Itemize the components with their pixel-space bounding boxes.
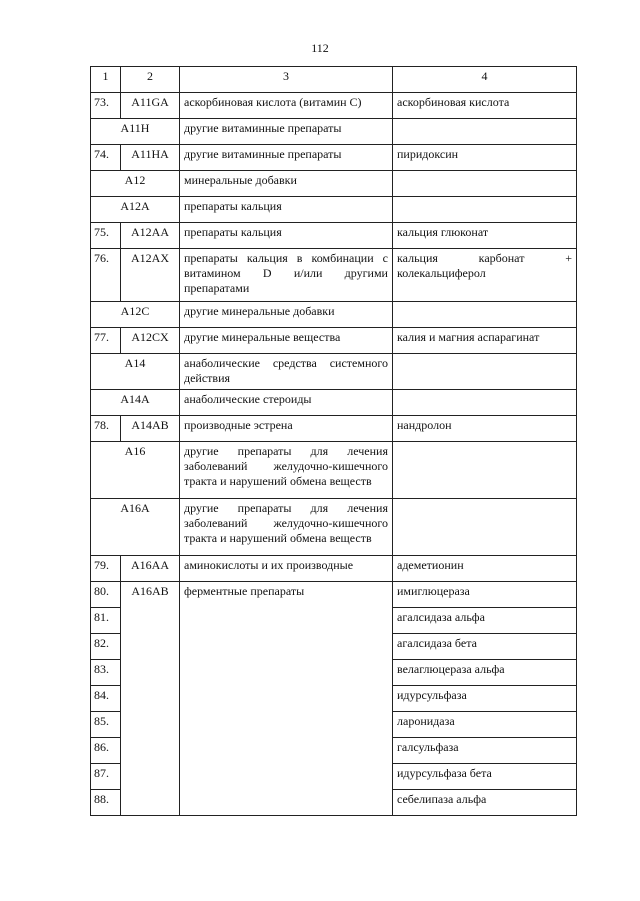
group-description [180,499,393,556]
empty-cell [393,499,577,556]
drug-name [393,249,577,302]
word: лечения [347,444,388,458]
drug-name: идурсульфаза бета [393,764,577,790]
drug-name: идурсульфаза [393,686,577,712]
group-row [91,119,577,145]
atc-group-code: A14 [91,354,180,390]
atc-code: A11GA [121,93,180,119]
description-line [184,251,388,266]
row-number: 80. [91,582,121,608]
drug-name: аскорбиновая кислота [393,93,577,119]
description-line [184,266,388,281]
group-row [91,442,577,499]
drug-name: пиридоксин [393,145,577,171]
row-number: 78. [91,416,121,442]
atc-group-code: A16A [91,499,180,556]
drug-name: себелипаза альфа [393,790,577,816]
atc-group-code: A12C [91,302,180,328]
group-description: минеральные добавки [180,171,393,197]
atc-group-code: A11H [91,119,180,145]
group-description: препараты кальция [180,197,393,223]
group-row [91,197,577,223]
group-description: аминокислоты и их производные [180,556,393,582]
group-description: анаболические стероиды [180,390,393,416]
group-description [180,249,393,302]
atc-group-code: A12 [91,171,180,197]
word: препараты [184,251,238,265]
word: карбонат [478,251,525,265]
row-number: 73. [91,93,121,119]
word: другие [184,444,219,458]
drug-name: адеметионин [393,556,577,582]
group-description: другие минеральные добавки [180,302,393,328]
word: комбинации [311,251,374,265]
table-row [91,416,577,442]
group-description [180,354,393,390]
row-number: 76. [91,249,121,302]
drug-name: имиглюцераза [393,582,577,608]
table-row [91,223,577,249]
word: D [262,266,272,280]
word: лечения [347,501,388,515]
word: витамином [184,266,241,280]
header-col-4: 4 [393,67,577,93]
row-number: 86. [91,738,121,764]
group-description: другие витаминные препараты [180,145,393,171]
word: препараты [237,444,292,458]
description-line [184,501,388,516]
group-row [91,499,577,556]
empty-cell [393,197,577,223]
table-row [91,249,577,302]
empty-cell [393,119,577,145]
drug-line: колекальциферол [397,266,486,280]
group-row [91,302,577,328]
header-col-3: 3 [180,67,393,93]
drug-name: галсульфаза [393,738,577,764]
description-line [184,459,388,474]
drug-line [397,251,572,266]
word: в [296,251,303,265]
row-number: 79. [91,556,121,582]
atc-code: A16AB [121,582,180,816]
description-line: тракта и нарушений обмена веществ [184,474,372,488]
group-row [91,390,577,416]
word: средства [272,356,317,370]
atc-group-code: A16 [91,442,180,499]
row-number: 74. [91,145,121,171]
word: другими [344,266,388,280]
header-col-1: 1 [91,67,121,93]
word: + [565,251,572,265]
drug-name: агалсидаза альфа [393,608,577,634]
atc-code: A16AA [121,556,180,582]
empty-cell [393,442,577,499]
word: желудочно-кишечного [273,459,388,473]
atc-group-code: A12A [91,197,180,223]
description-line: действия [184,371,231,385]
row-number: 88. [91,790,121,816]
word: с [382,251,388,265]
table-row [91,328,577,354]
description-line [184,516,388,531]
description-line [184,444,388,459]
atc-code: A12AX [121,249,180,302]
group-description: аскорбиновая кислота (витамин С) [180,93,393,119]
word: заболеваний [184,459,248,473]
word: кальция [246,251,288,265]
row-number: 84. [91,686,121,712]
word: анаболические [184,356,260,370]
page-number: 112 [311,41,329,55]
table-row [91,145,577,171]
group-description: ферментные препараты [180,582,393,816]
table-row [91,582,577,608]
group-row [91,171,577,197]
table-row [91,93,577,119]
row-number: 82. [91,634,121,660]
empty-cell [393,171,577,197]
row-number: 77. [91,328,121,354]
drug-name: кальция глюконат [393,223,577,249]
row-number: 83. [91,660,121,686]
header-col-2: 2 [121,67,180,93]
group-description: другие витаминные препараты [180,119,393,145]
row-number: 75. [91,223,121,249]
empty-cell [393,302,577,328]
word: препараты [237,501,292,515]
row-number: 81. [91,608,121,634]
drug-name: нандролон [393,416,577,442]
drug-classification-table [90,66,577,816]
group-description [180,442,393,499]
group-description: производные эстрена [180,416,393,442]
word: заболеваний [184,516,248,530]
atc-code: A14AB [121,416,180,442]
word: желудочно-кишечного [273,516,388,530]
empty-cell [393,390,577,416]
description-line [184,356,388,371]
atc-code: A12CX [121,328,180,354]
description-line: препаратами [184,281,250,295]
drug-name: ларонидаза [393,712,577,738]
row-number: 85. [91,712,121,738]
row-number: 87. [91,764,121,790]
drug-name: велаглюцераза альфа [393,660,577,686]
word: для [310,501,329,515]
table-row [91,556,577,582]
drug-name: агалсидаза бета [393,634,577,660]
word: для [310,444,329,458]
atc-code: A12AA [121,223,180,249]
description-line: тракта и нарушений обмена веществ [184,531,372,545]
empty-cell [393,354,577,390]
drug-name: калия и магния аспарагинат [393,328,577,354]
word: и/или [293,266,323,280]
group-row [91,354,577,390]
atc-group-code: A14A [91,390,180,416]
table-header-row [91,67,577,93]
group-description: препараты кальция [180,223,393,249]
word: другие [184,501,219,515]
group-description: другие минеральные вещества [180,328,393,354]
word: системного [329,356,388,370]
word: кальция [397,251,438,265]
atc-code: A11HA [121,145,180,171]
